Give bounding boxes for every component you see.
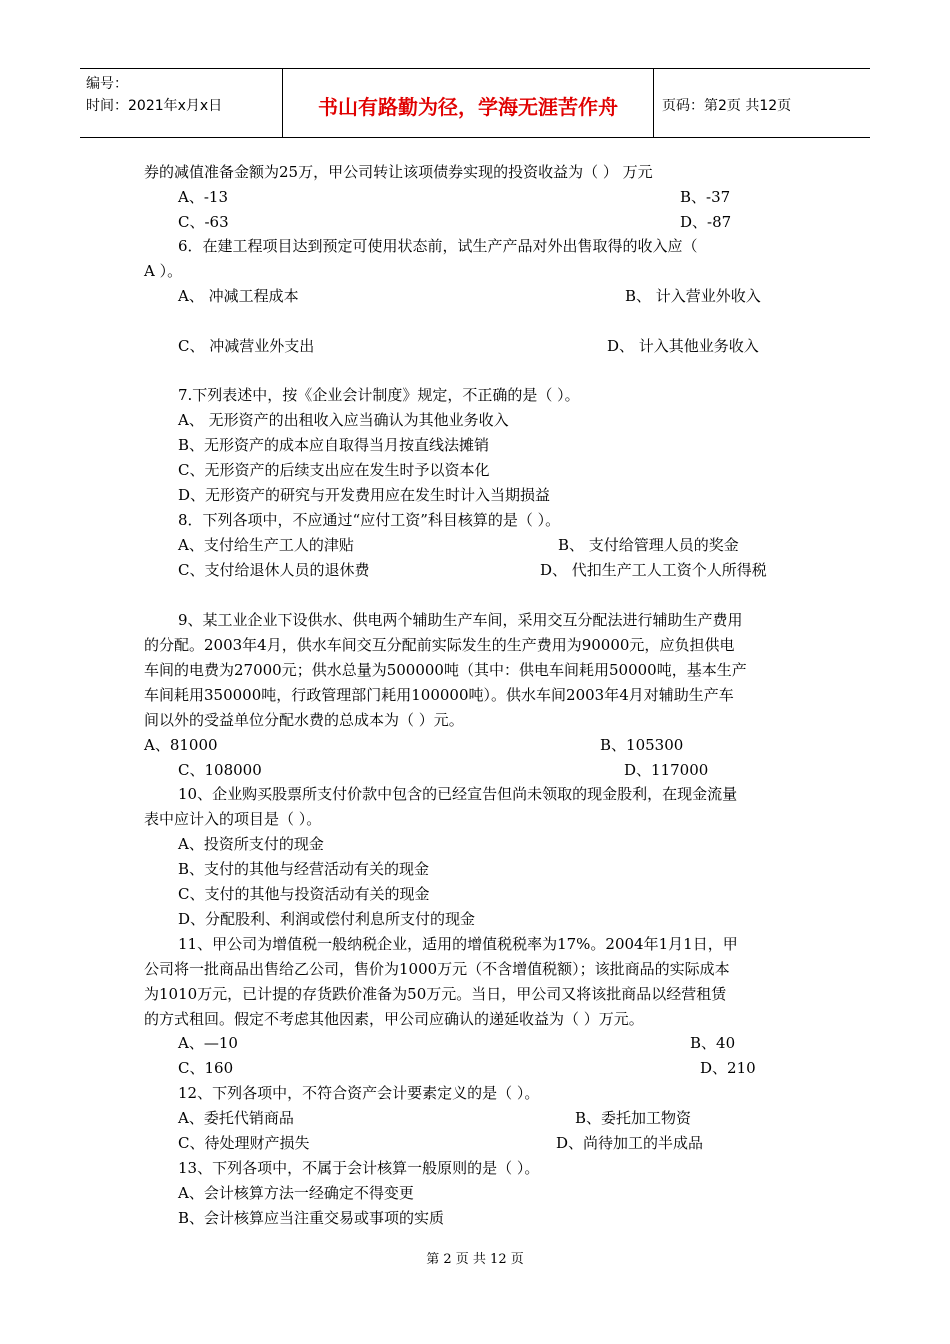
text-line: 表中应计入的项目是（ ）。 [144, 810, 322, 828]
option-line: D、210 [700, 1059, 756, 1077]
option-line: B、无形资产的成本应自取得当月按直线法摊销 [178, 436, 490, 454]
option-line: D、分配股利、利润或偿付利息所支付的现金 [178, 910, 476, 928]
option-line: A、支付给生产工人的津贴 [178, 536, 354, 554]
option-line: A、81000 [144, 736, 218, 754]
option-line: B、 计入营业外收入 [625, 287, 761, 305]
page-footer: 第 2 页 共 12 页 [426, 1252, 524, 1267]
option-line: B、会计核算应当注重交易或事项的实质 [178, 1209, 445, 1227]
option-line: A、委托代销商品 [178, 1109, 294, 1127]
option-line: C、支付的其他与投资活动有关的现金 [178, 885, 430, 903]
motto-text: 书山有路勤为径，学海无涯苦作舟 [318, 95, 618, 119]
option-line: A、 无形资产的出租收入应当确认为其他业务收入 [178, 411, 509, 429]
header-motto-cell [282, 69, 654, 137]
option-line: C、-63 [178, 213, 229, 231]
option-line: D、117000 [624, 761, 709, 779]
option-line: B、支付的其他与经营活动有关的现金 [178, 860, 430, 878]
option-line: C、支付给退休人员的退休费 [178, 561, 370, 579]
text-line: 车间耗用350000吨，行政管理部门耗用100000吨）。供水车间2003年4月对辅助生产车 [144, 686, 734, 704]
question-line: 13、下列各项中，不属于会计核算一般原则的是（ ）。 [178, 1159, 540, 1177]
option-line: D、 计入其他业务收入 [607, 337, 759, 355]
text-line: 为1010万元，已计提的存货跌价准备为50万元。当日，甲公司又将该批商品以经营租赁 [144, 985, 727, 1003]
question-line: 10、企业购买股票所支付价款中包含的已经宣告但尚未领取的现金股利，在现金流量 [178, 785, 738, 803]
option-line: C、108000 [178, 761, 262, 779]
option-line: A、—10 [178, 1034, 238, 1052]
option-line: A、会计核算方法一经确定不得变更 [178, 1184, 414, 1202]
header-info-cell [80, 69, 282, 137]
option-line: B、105300 [600, 736, 684, 754]
option-line: B、-37 [680, 188, 731, 206]
header-page-cell [652, 69, 870, 137]
question-line: 11、甲公司为增值税一般纳税企业，适用的增值税税率为17%。2004年1月1日，甲 [178, 935, 738, 953]
option-line: D、尚待加工的半成品 [556, 1134, 704, 1152]
option-line: B、 支付给管理人员的奖金 [558, 536, 739, 554]
text-line: 的方式租回。假定不考虑其他因素，甲公司应确认的递延收益为（ ）万元。 [144, 1010, 644, 1028]
option-line: C、无形资产的后续支出应在发生时予以资本化 [178, 461, 490, 479]
question-line: 12、下列各项中，不符合资产会计要素定义的是（ ）。 [178, 1084, 540, 1102]
page-header [80, 68, 870, 138]
option-line: C、待处理财产损失 [178, 1134, 310, 1152]
question-line: 8．下列各项中，不应通过“应付工资”科目核算的是（ ）。 [178, 511, 561, 529]
option-line: A、-13 [178, 188, 228, 206]
page-number-label: 页码：第2页 共12页 [662, 98, 792, 114]
question-line: 9、某工业企业下设供水、供电两个辅助生产车间，采用交互分配法进行辅助生产费用 [178, 611, 743, 629]
text-line: 的分配。2003年4月，供水车间交互分配前实际发生的生产费用为90000元，应负担供电 [144, 636, 735, 654]
option-line: D、 代扣生产工人工资个人所得税 [540, 561, 767, 579]
option-line: A、 冲减工程成本 [178, 287, 299, 305]
option-line: C、 冲减营业外支出 [178, 337, 315, 355]
option-line: A、投资所支付的现金 [178, 835, 324, 853]
option-line: C、160 [178, 1059, 234, 1077]
text-line: 间以外的受益单位分配水费的总成本为（ ）元。 [144, 711, 464, 729]
option-line: D、无形资产的研究与开发费用应在发生时计入当期损益 [178, 486, 551, 504]
option-line: D、-87 [680, 213, 732, 231]
number-label: 编号： [86, 76, 128, 92]
text-line: 公司将一批商品出售给乙公司，售价为1000万元（不含增值税额）；该批商品的实际成本 [144, 960, 730, 978]
option-line: B、40 [690, 1034, 736, 1052]
text-line: 券的减值准备金额为25万，甲公司转让该项债券实现的投资收益为（ ） 万元 [144, 163, 653, 181]
option-line: B、委托加工物资 [575, 1109, 692, 1127]
question-line: 6．在建工程项目达到预定可使用状态前，试生产产品对外出售取得的收入应（ [178, 237, 698, 255]
question-line: 7.下列表述中，按《企业会计制度》规定，不正确的是（ ）。 [178, 386, 580, 404]
text-line: 车间的电费为27000元；供水总量为500000吨（其中：供电车间耗用50000吨，基本生产 [144, 661, 747, 679]
date-label: 时间：2021年x月x日 [86, 98, 223, 114]
text-line: A ）。 [144, 262, 183, 280]
